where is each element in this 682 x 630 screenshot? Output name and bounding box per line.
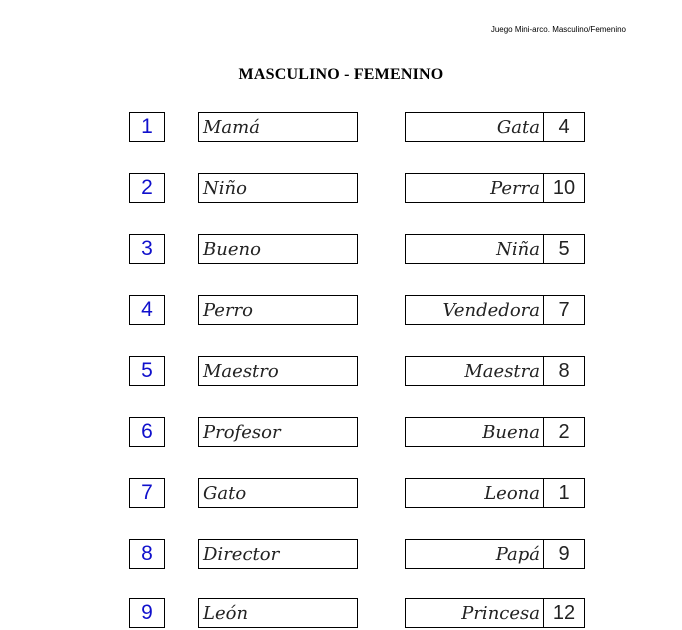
masculine-word: León bbox=[198, 598, 358, 628]
number-box: 1 bbox=[129, 112, 165, 142]
pair-row-8 bbox=[0, 539, 682, 571]
answer-number: 5 bbox=[543, 235, 584, 263]
feminine-word: Buena bbox=[482, 421, 540, 443]
feminine-word: Niña bbox=[496, 238, 540, 260]
number-box: 4 bbox=[129, 295, 165, 325]
masculine-word: Gato bbox=[198, 478, 358, 508]
feminine-pair bbox=[405, 539, 585, 569]
feminine-word: Papá bbox=[495, 543, 540, 565]
pair-row-9 bbox=[0, 598, 682, 630]
number-box: 3 bbox=[129, 234, 165, 264]
number-box: 2 bbox=[129, 173, 165, 203]
header-note: Juego Mini-arco. Masculino/Femenino bbox=[490, 25, 626, 34]
answer-number: 9 bbox=[543, 540, 584, 568]
feminine-word: Princesa bbox=[461, 602, 540, 624]
pair-row-1 bbox=[0, 112, 682, 144]
feminine-word: Leona bbox=[484, 482, 540, 504]
masculine-word: Niño bbox=[198, 173, 358, 203]
feminine-word: Maestra bbox=[464, 360, 540, 382]
feminine-pair bbox=[405, 295, 585, 325]
page-title: MASCULINO - FEMENINO bbox=[238, 66, 444, 83]
number-box: 6 bbox=[129, 417, 165, 447]
feminine-pair bbox=[405, 356, 585, 386]
pair-row-2 bbox=[0, 173, 682, 205]
answer-number: 2 bbox=[543, 418, 584, 446]
number-box: 8 bbox=[129, 539, 165, 569]
masculine-word: Mamá bbox=[198, 112, 358, 142]
feminine-pair bbox=[405, 112, 585, 142]
feminine-word: Perra bbox=[490, 177, 540, 199]
pair-row-7 bbox=[0, 478, 682, 510]
answer-number: 7 bbox=[543, 296, 584, 324]
masculine-word: Profesor bbox=[198, 417, 358, 447]
feminine-pair bbox=[405, 173, 585, 203]
masculine-word: Director bbox=[198, 539, 358, 569]
feminine-word: Gata bbox=[496, 116, 540, 138]
masculine-word: Perro bbox=[198, 295, 358, 325]
pair-row-3 bbox=[0, 234, 682, 266]
answer-number: 8 bbox=[543, 357, 584, 385]
number-box: 7 bbox=[129, 478, 165, 508]
masculine-word: Maestro bbox=[198, 356, 358, 386]
pair-row-4 bbox=[0, 295, 682, 327]
answer-number: 4 bbox=[543, 113, 584, 141]
feminine-pair bbox=[405, 417, 585, 447]
feminine-word: Vendedora bbox=[442, 299, 540, 321]
answer-number: 12 bbox=[543, 599, 584, 627]
answer-number: 1 bbox=[543, 479, 584, 507]
feminine-pair bbox=[405, 234, 585, 264]
pair-row-5 bbox=[0, 356, 682, 388]
number-box: 5 bbox=[129, 356, 165, 386]
feminine-pair bbox=[405, 478, 585, 508]
answer-number: 10 bbox=[543, 174, 584, 202]
feminine-pair bbox=[405, 598, 585, 628]
masculine-word: Bueno bbox=[198, 234, 358, 264]
pair-row-6 bbox=[0, 417, 682, 449]
number-box: 9 bbox=[129, 598, 165, 628]
